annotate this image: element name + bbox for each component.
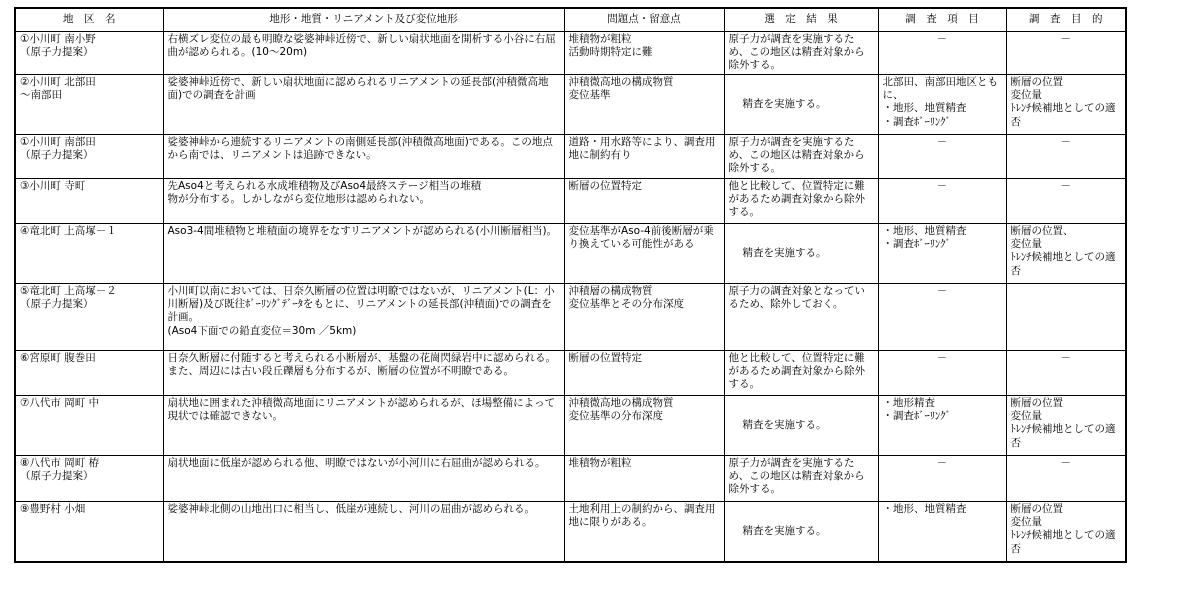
table-row: [15, 456, 1126, 502]
issues-cell: 変位基準がAso-4前後断層が乗り換えている可能性がある: [564, 224, 724, 284]
topography-cell: 娑婆神峠近傍で、新しい扇状地面に認められるリニアメントの延長部(沖積微高地面)での調査を計画: [163, 75, 564, 135]
result-cell: 他と比較して、位置特定に難があるため調査対象から除外する。: [724, 179, 878, 224]
district-cell: ⑤竜北町 上高塚－２ （原子力提案）: [15, 284, 163, 351]
header-survey-purpose: 調 査 目 的: [1006, 8, 1126, 32]
survey-purpose-cell: 断層の位置 変位量 ﾄﾚﾝﾁ候補地としての適否: [1006, 502, 1126, 562]
result-cell: 精査を実施する。: [724, 396, 878, 456]
survey-purpose-cell: －: [1006, 179, 1126, 224]
table-row: [15, 284, 1126, 351]
result-cell: 精査を実施する。: [724, 502, 878, 562]
district-cell: ②小川町 北部田 ～南部田: [15, 75, 163, 135]
district-cell: ③小川町 寺町: [15, 179, 163, 224]
table-row: [15, 351, 1126, 396]
district-cell: ①小川町 南小野 （原子力提案）: [15, 32, 163, 75]
table-row: [15, 32, 1126, 75]
table-row: [15, 502, 1126, 562]
table-header-row: [15, 8, 1126, 32]
survey-items-cell: －: [878, 284, 1006, 351]
district-cell: ④竜北町 上高塚－１: [15, 224, 163, 284]
survey-purpose-cell: 断層の位置、 変位量 ﾄﾚﾝﾁ候補地としての適否: [1006, 224, 1126, 284]
result-cell: 精査を実施する。: [724, 75, 878, 135]
survey-purpose-cell: 断層の位置 変位量 ﾄﾚﾝﾁ候補地としての適否: [1006, 75, 1126, 135]
result-cell: 原子力が調査を実施するため、この地区は精査対象から除外する。: [724, 456, 878, 502]
table-row: [15, 179, 1126, 224]
survey-items-cell: －: [878, 351, 1006, 396]
issues-cell: 堆積物が粗粒 活動時期特定に難: [564, 32, 724, 75]
topography-cell: 小川町以南においては、日奈久断層の位置は明瞭ではないが、リニアメント(L：小川断層)及び既往ﾎﾞｰﾘﾝｸﾞﾃﾞｰﾀをもとに、リニアメントの延長部(沖積面)での調査を計画。 (Aso4下面での鉛直変位＝30m ／5km): [163, 284, 564, 351]
district-cell: ⑧八代市 岡町 栫 （原子力提案）: [15, 456, 163, 502]
survey-items-cell: －: [878, 135, 1006, 179]
topography-cell: 日奈久断層に付随すると考えられる小断層が、基盤の花崗閃緑岩中に認められる。また、周辺には古い段丘礫層も分布するが、断層の位置が不明瞭である。: [163, 351, 564, 396]
survey-items-cell: －: [878, 32, 1006, 75]
survey-items-cell: －: [878, 179, 1006, 224]
result-cell: 原子力が調査を実施するため、この地区は精査対象から除外する。: [724, 32, 878, 75]
result-cell: 原子力の調査対象となっているため、除外しておく。: [724, 284, 878, 351]
district-cell: ⑦八代市 岡町 中: [15, 396, 163, 456]
header-survey-items: 調 査 項 目: [878, 8, 1006, 32]
result-cell: 原子力が調査を実施するため、この地区は精査対象から除外する。: [724, 135, 878, 179]
survey-purpose-cell: －: [1006, 32, 1126, 75]
survey-items-cell: 北部田、南部田地区ともに、 ・地形、地質精査 ・調査ﾎﾞｰﾘﾝｸﾞ: [878, 75, 1006, 135]
survey-items-cell: ・地形、地質精査 ・調査ﾎﾞｰﾘﾝｸﾞ: [878, 224, 1006, 284]
issues-cell: 沖積微高地の構成物質 変位基準: [564, 75, 724, 135]
survey-purpose-cell: [1006, 284, 1126, 351]
issues-cell: 沖積微高地の構成物質 変位基準の分布深度: [564, 396, 724, 456]
district-cell: ①小川町 南部田 （原子力提案）: [15, 135, 163, 179]
header-district: 地 区 名: [15, 8, 163, 32]
topography-cell: 娑婆神峠から連続するリニアメントの南側延長部(沖積微高地面)である。この地点から南では、リニアメントは追跡できない。: [163, 135, 564, 179]
result-cell: 精査を実施する。: [724, 224, 878, 284]
result-cell: 他と比較して、位置特定に難があるため調査対象から除外する。: [724, 351, 878, 396]
table-row: [15, 135, 1126, 179]
issues-cell: 堆積物が粗粒: [564, 456, 724, 502]
issues-cell: 土地利用上の制約から、調査用地に限りがある。: [564, 502, 724, 562]
survey-items-cell: ・地形、地質精査: [878, 502, 1006, 562]
survey-items-cell: －: [878, 456, 1006, 502]
table-row: [15, 396, 1126, 456]
district-cell: ⑨豊野村 小畑: [15, 502, 163, 562]
survey-items-cell: ・地形精査 ・調査ﾎﾞｰﾘﾝｸﾞ: [878, 396, 1006, 456]
district-cell: ⑥宮原町 腹巻田: [15, 351, 163, 396]
survey-site-table: [14, 7, 1127, 563]
issues-cell: 断層の位置特定: [564, 179, 724, 224]
topography-cell: Aso3-4間堆積物と堆積面の境界をなすリニアメントが認められる(小川断層相当)。: [163, 224, 564, 284]
topography-cell: 先Aso4と考えられる水成堆積物及びAso4最終ステージ相当の堆積 物が分布する。しかしながら変位地形は認められない。: [163, 179, 564, 224]
survey-purpose-cell: －: [1006, 456, 1126, 502]
topography-cell: 扇状地に囲まれた沖積微高地面にリニアメントが認められるが、ほ場整備によって現状では確認できない。: [163, 396, 564, 456]
topography-cell: 右横ズレ変位の最も明瞭な娑婆神峠近傍で、新しい扇状地面を開析する小谷に右屈曲が認められる。(10～20m): [163, 32, 564, 75]
table-row: [15, 75, 1126, 135]
issues-cell: 沖積層の構成物質 変位基準とその分布深度: [564, 284, 724, 351]
survey-purpose-cell: 断層の位置 変位量 ﾄﾚﾝﾁ候補地としての適否: [1006, 396, 1126, 456]
header-result: 選 定 結 果: [724, 8, 878, 32]
topography-cell: 娑婆神峠北側の山地出口に相当し、低崖が連続し、河川の屈曲が認められる。: [163, 502, 564, 562]
survey-purpose-cell: －: [1006, 351, 1126, 396]
issues-cell: 道路・用水路等により、調査用地に制約有り: [564, 135, 724, 179]
issues-cell: 断層の位置特定: [564, 351, 724, 396]
topography-cell: 扇状地面に低崖が認められる他、明瞭ではないが小河川に右屈曲が認められる。: [163, 456, 564, 502]
header-issues: 問題点・留意点: [564, 8, 724, 32]
table-row: [15, 224, 1126, 284]
survey-purpose-cell: －: [1006, 135, 1126, 179]
header-topography: 地形・地質・リニアメント及び変位地形: [163, 8, 564, 32]
